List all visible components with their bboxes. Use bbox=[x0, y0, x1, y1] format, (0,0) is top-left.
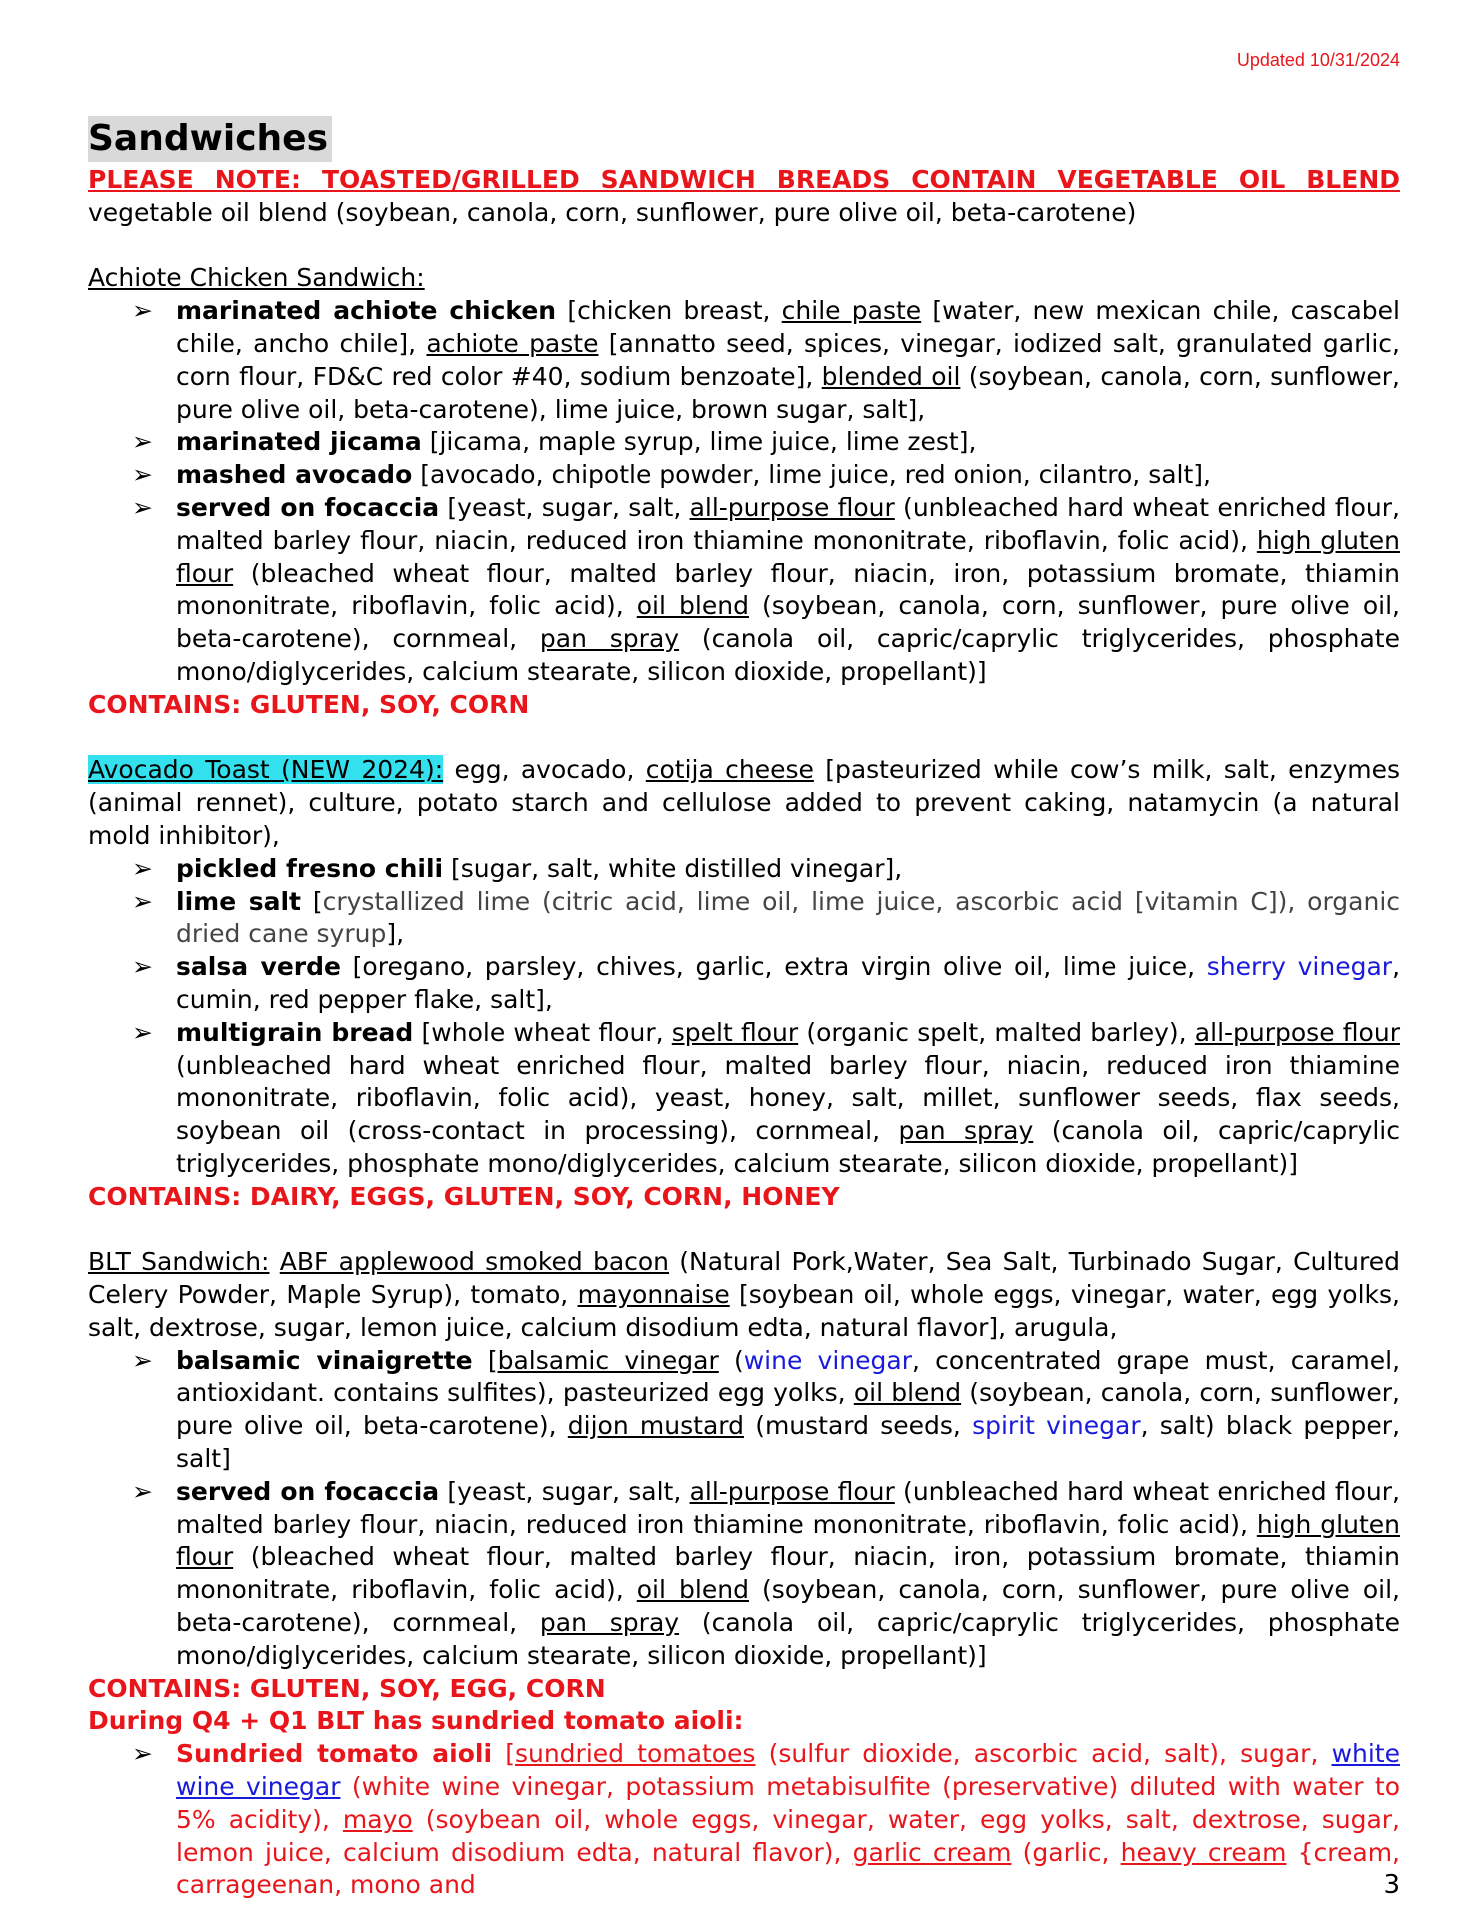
item-text: crystallized lime (citric acid, lime oil, lime juice, ascorbic acid [vitamin C]), organic dried cane syrup bbox=[176, 886, 1401, 949]
spacer bbox=[88, 1214, 1400, 1247]
item-text: [chicken breast, bbox=[556, 296, 782, 326]
item-name: balsamic vinaigrette bbox=[176, 1345, 473, 1375]
item-underlined: pan spray bbox=[539, 1608, 680, 1638]
item-text: [ bbox=[472, 1345, 498, 1375]
item-underlined: all-purpose flour bbox=[1194, 1017, 1400, 1047]
item-name: multigrain bread bbox=[176, 1017, 414, 1047]
list-item bbox=[88, 951, 1400, 1017]
item-text: [water, new mexican chile, cascabel chile, ancho chile], bbox=[176, 296, 1400, 358]
item-underlined: dijon mustard bbox=[567, 1411, 744, 1441]
item-underlined: chile paste bbox=[781, 296, 922, 326]
item-text: (unbleached hard wheat enriched flour, malted barley flour, niacin, reduced iron thiamine mononitrate, riboflavin, folic acid), bbox=[176, 1476, 1400, 1539]
item-text: (bleached wheat flour, malted barley flour, niacin, iron, potassium bromate, thiamin mononitrate, riboflavin, folic acid), bbox=[176, 1542, 1400, 1605]
item-text: (Natural Pork,Water, Sea Salt, Turbinado Sugar, Cultured Celery Powder, Maple Syrup), tomato, bbox=[88, 1247, 1401, 1310]
item-underlined: high gluten flour bbox=[176, 525, 1400, 588]
list-item bbox=[88, 853, 1400, 886]
item-text: {cream, carrageenan, mono and bbox=[176, 1837, 1400, 1900]
achiote-list bbox=[88, 295, 1400, 689]
bullet-arrow-icon: ➢ bbox=[132, 1739, 153, 1769]
item-text bbox=[492, 1739, 505, 1768]
list-item bbox=[88, 1017, 1400, 1181]
list-item bbox=[88, 492, 1400, 689]
item-text: , concentrated grape must, caramel, antioxidant. contains sulfites), pasteurized egg yolks, bbox=[176, 1345, 1401, 1408]
item-underlined: mayonnaise bbox=[577, 1280, 730, 1310]
bullet-arrow-icon: ➢ bbox=[132, 1017, 153, 1047]
item-underlined: mayo bbox=[342, 1804, 413, 1834]
bullet-arrow-icon: ➢ bbox=[132, 492, 153, 522]
item-name: salsa verde bbox=[176, 952, 341, 982]
item-underlined: heavy cream bbox=[1120, 1837, 1287, 1867]
item-text: (canola oil, capric/caprylic triglycerides, phosphate mono/diglycerides, calcium stearate, silicon dioxide, propellant)] bbox=[176, 1608, 1400, 1670]
bullet-arrow-icon: ➢ bbox=[132, 952, 153, 982]
item-text: (soybean, canola, corn, sunflower, pure olive oil, beta-carotene), cornmeal, bbox=[176, 1575, 1401, 1638]
list-item bbox=[88, 459, 1400, 492]
bullet-arrow-icon: ➢ bbox=[132, 1345, 153, 1375]
item-name: served on focaccia bbox=[176, 492, 440, 522]
item-text: [sugar, salt, white distilled vinegar], bbox=[443, 853, 903, 883]
item-text: [annatto seed, spices, vinegar, iodized salt, granulated garlic, corn flour, FD&C red color #40, sodium benzoate], bbox=[176, 328, 1400, 391]
avocado-contains: CONTAINS: DAIRY, EGGS, GLUTEN, SOY, CORN, HONEY bbox=[88, 1181, 840, 1211]
blt-intro bbox=[88, 1246, 1400, 1344]
item-text: , cumin, red pepper flake, salt], bbox=[176, 952, 1401, 1014]
blt-list bbox=[88, 1345, 1400, 1673]
item-underlined: balsamic vinegar bbox=[497, 1345, 719, 1375]
bread-warning: PLEASE NOTE: TOASTED/GRILLED SANDWICH BREADS CONTAIN VEGETABLE OIL BLEND bbox=[88, 165, 1400, 194]
item-blue: spirit vinegar bbox=[972, 1411, 1141, 1441]
item-text bbox=[269, 1247, 279, 1276]
bullet-arrow-icon: ➢ bbox=[132, 427, 153, 457]
blt-contains: CONTAINS: GLUTEN, SOY, EGG, CORN bbox=[88, 1673, 606, 1703]
item-name: Sundried tomato aioli bbox=[176, 1739, 493, 1769]
avocado-intro bbox=[88, 754, 1400, 852]
item-text: (unbleached hard wheat enriched flour, malted barley flour, niacin, reduced iron thiamine mononitrate, riboflavin, folic acid), yeast, honey, salt, millet, sunflower seeds, flax seeds, soybean oil (cross-contact in processing), cornmeal, bbox=[176, 1050, 1400, 1146]
item-name: mashed avocado bbox=[176, 460, 413, 490]
list-item bbox=[88, 1738, 1400, 1902]
spacer bbox=[88, 230, 1400, 263]
item-underlined: achiote paste bbox=[426, 328, 599, 358]
item-name: marinated achiote chicken bbox=[176, 296, 557, 326]
item-text: (sulfur dioxide, ascorbic acid, salt), sugar, bbox=[755, 1739, 1332, 1769]
avocado-list bbox=[88, 853, 1400, 1181]
item-text: (soybean, canola, corn, sunflower, pure olive oil, beta-carotene), cornmeal, bbox=[176, 591, 1401, 654]
item-text: egg, avocado, bbox=[443, 755, 646, 785]
item-underlined: oil blend bbox=[636, 1575, 749, 1605]
bread-note-text: vegetable oil blend (soybean, canola, corn, sunflower, pure olive oil, beta-carotene) bbox=[88, 197, 1137, 227]
achiote-heading bbox=[88, 262, 1400, 295]
item-text: (organic spelt, malted barley), bbox=[798, 1017, 1195, 1047]
bread-note bbox=[88, 164, 1400, 230]
bullet-arrow-icon: ➢ bbox=[132, 886, 153, 916]
item-text: ( bbox=[718, 1345, 744, 1375]
item-text: (garlic, bbox=[1011, 1837, 1121, 1867]
document-body bbox=[88, 164, 1400, 1902]
item-underlined: high gluten flour bbox=[176, 1509, 1400, 1572]
spacer bbox=[88, 722, 1400, 755]
item-name: marinated jicama bbox=[176, 427, 422, 457]
item-text: [ bbox=[301, 886, 323, 916]
bullet-arrow-icon: ➢ bbox=[132, 460, 153, 490]
item-underlined: all-purpose flour bbox=[689, 492, 895, 522]
list-item bbox=[88, 1345, 1400, 1476]
item-name: pickled fresno chili bbox=[176, 853, 444, 883]
item-text: [pasteurized while cow’s milk, salt, enzymes (animal rennet), culture, potato starch and cellulose added to prevent caking, natamycin (a natural mold inhibitor), bbox=[88, 755, 1401, 850]
item-underlined: spelt flour bbox=[671, 1017, 799, 1047]
list-item bbox=[88, 295, 1400, 426]
blt-seasonal-note: During Q4 + Q1 BLT has sundried tomato aioli: bbox=[88, 1706, 744, 1736]
item-name: lime salt bbox=[176, 886, 301, 916]
item-underlined: pan spray bbox=[898, 1116, 1034, 1146]
item-underlined: ABF applewood smoked bacon bbox=[279, 1247, 670, 1277]
blt-seasonal-list bbox=[88, 1738, 1400, 1902]
item-text: (soybean, canola, corn, sunflower, pure olive oil, beta-carotene), bbox=[176, 1378, 1401, 1441]
item-text: (unbleached hard wheat enriched flour, malted barley flour, niacin, reduced iron thiamine mononitrate, riboflavin, folic acid), bbox=[176, 492, 1400, 555]
bullet-arrow-icon: ➢ bbox=[132, 853, 153, 883]
achiote-heading-text: Achiote Chicken Sandwich: bbox=[88, 263, 425, 293]
item-text: (soybean, canola, corn, sunflower, pure olive oil, beta-carotene), lime juice, brown sugar, salt], bbox=[176, 361, 1400, 424]
item-underlined: all-purpose flour bbox=[689, 1476, 895, 1506]
item-blue: sherry vinegar bbox=[1206, 952, 1393, 982]
item-text: (canola oil, capric/caprylic triglycerides, phosphate mono/diglycerides, calcium stearate, silicon dioxide, propellant)] bbox=[176, 1116, 1400, 1178]
item-text: (soybean oil, whole eggs, vinegar, water, egg yolks, salt, dextrose, sugar, lemon juice, calcium disodium edta, natural flavor), bbox=[176, 1804, 1400, 1867]
item-blue: wine vinegar bbox=[743, 1345, 912, 1375]
list-item bbox=[88, 886, 1400, 952]
item-underlined: pan spray bbox=[539, 624, 680, 654]
item-text: [whole wheat flour, bbox=[413, 1017, 672, 1047]
list-item bbox=[88, 1476, 1400, 1673]
item-underlined: oil blend bbox=[853, 1378, 962, 1408]
page-number: 3 bbox=[1383, 1870, 1400, 1900]
item-text: [jicama, maple syrup, lime juice, lime zest], bbox=[421, 427, 977, 457]
item-text: (bleached wheat flour, malted barley flour, niacin, iron, potassium bromate, thiamin mononitrate, riboflavin, folic acid), bbox=[176, 558, 1400, 621]
achiote-contains: CONTAINS: GLUTEN, SOY, CORN bbox=[88, 689, 530, 719]
item-underlined: cotija cheese bbox=[645, 755, 814, 785]
page-title: Sandwiches bbox=[88, 116, 332, 162]
item-text: [yeast, sugar, salt, bbox=[439, 1476, 690, 1506]
item-blue: white wine vinegar bbox=[176, 1739, 1400, 1802]
list-item bbox=[88, 426, 1400, 459]
item-text: (canola oil, capric/caprylic triglycerides, phosphate mono/diglycerides, calcium stearate, silicon dioxide, propellant)] bbox=[176, 624, 1400, 686]
item-underlined: oil blend bbox=[636, 591, 749, 621]
item-text: , salt) black pepper, salt] bbox=[176, 1411, 1401, 1474]
item-text: [soybean oil, whole eggs, vinegar, water, egg yolks, salt, dextrose, sugar, lemon juice, calcium disodium edta, natural flavor], arugula, bbox=[88, 1280, 1400, 1342]
item-text: [avocado, chipotle powder, lime juice, red onion, cilantro, salt], bbox=[412, 460, 1211, 490]
item-underlined: blended oil bbox=[821, 361, 961, 391]
updated-date: Updated 10/31/2024 bbox=[1236, 50, 1400, 70]
blt-heading: BLT Sandwich: bbox=[88, 1247, 270, 1277]
avocado-heading: Avocado Toast (NEW 2024): bbox=[88, 755, 444, 785]
item-underlined: [sundried tomatoes bbox=[505, 1739, 756, 1769]
item-text: [oregano, parsley, chives, garlic, extra virgin olive oil, lime juice, bbox=[340, 952, 1207, 982]
item-text: [yeast, sugar, salt, bbox=[439, 492, 690, 522]
item-text: (mustard seeds, bbox=[743, 1411, 973, 1441]
item-text: (white wine vinegar, potassium metabisulfite (preservative) diluted with water to 5% acidity), bbox=[176, 1772, 1400, 1834]
bullet-arrow-icon: ➢ bbox=[132, 296, 153, 326]
bullet-arrow-icon: ➢ bbox=[132, 1476, 153, 1506]
item-name: served on focaccia bbox=[176, 1476, 440, 1506]
item-underlined: garlic cream bbox=[852, 1837, 1012, 1867]
item-text: ], bbox=[386, 919, 405, 949]
